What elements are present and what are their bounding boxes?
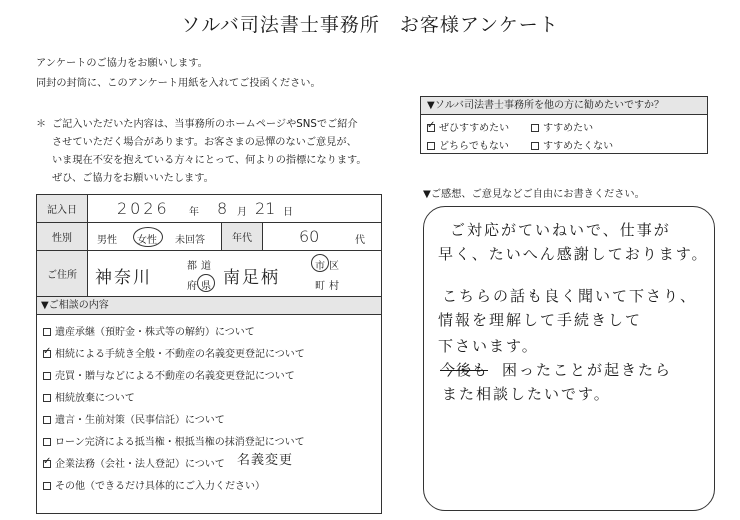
comment-line-4: 下さいます。 [438, 337, 539, 355]
gender-label: 性別 [37, 223, 88, 250]
address-shi: 市 [315, 261, 325, 272]
date-label: 記入日 [37, 195, 88, 222]
customer-form [36, 194, 382, 514]
notice-star: ＊ [36, 119, 47, 130]
consult-item-6[interactable]: ✓企業法務（会社・法人登記）について [43, 455, 225, 470]
comment-line-2: こちらの話も良く聞いて下さり、 [442, 287, 698, 305]
address-row [37, 251, 381, 297]
age-unit: 代 [355, 235, 365, 246]
shi-circle-mark [311, 254, 329, 272]
gender-unanswered[interactable]: 未回答 [175, 235, 205, 246]
recommend-option-0[interactable]: ✓ぜひすすめたい [427, 119, 509, 134]
address-to: 都 [187, 261, 197, 272]
consult-item-4[interactable]: 遺言・生前対策（民事信託）について [43, 411, 225, 426]
consult-handwritten-note: 名義変更 [237, 453, 294, 468]
consult-item-0[interactable]: 遺産承継（預貯金・株式等の解約）について [43, 323, 255, 338]
date-row [37, 195, 381, 223]
comment-line-0: ご対応がていねいで、仕事が [450, 221, 671, 239]
recommend-box [420, 96, 708, 154]
recommend-option-3[interactable]: すすめたくない [531, 137, 613, 152]
date-year-unit: 年 [189, 207, 199, 218]
page-title: ソルバ司法書士事務所 お客様アンケート [181, 14, 559, 36]
consult-item-3[interactable]: 相続放棄について [43, 389, 135, 404]
consult-item-1[interactable]: ✓相続による手続き全般・不動産の名義変更登記について [43, 345, 305, 360]
notice-line-3: いま現在不安を抱えている方々にとって、何よりの指標になります。 [52, 155, 367, 166]
address-son: 村 [329, 281, 339, 292]
notice-line-1: ご記入いただいた内容は、当事務所のホームページやSNSでご紹介 [52, 119, 358, 130]
comment-line-3: 情報を理解して手続きして [438, 311, 643, 329]
age-value[interactable]: 60 [299, 227, 320, 246]
checkbox-icon[interactable] [43, 438, 51, 446]
date-day-unit: 日 [283, 207, 293, 218]
checkbox-icon[interactable] [43, 482, 51, 490]
notice-line-4: ぜひ、ご協力をお願いいたします。 [52, 173, 214, 184]
consultation-header: ▼ご相談の内容 [37, 297, 381, 315]
gender-row [37, 223, 381, 251]
checkbox-checked-icon[interactable] [43, 460, 51, 468]
notice-line-2: させていただく場合があります。お客さまの忌憚のないご意見が、 [52, 137, 357, 148]
address-label: ご住所 [37, 251, 88, 296]
checkbox-checked-icon[interactable] [427, 124, 435, 132]
checkbox-icon[interactable] [531, 142, 539, 150]
checkbox-icon[interactable] [43, 328, 51, 336]
recommend-option-2[interactable]: どちらでもない [427, 137, 509, 152]
comments-header: ▼ご感想、ご意見などご自由にお書きください。 [423, 189, 645, 200]
intro-line-1: アンケートのご協力をお願いします。 [36, 58, 208, 69]
ken-circle-mark [197, 274, 215, 292]
address-prefecture[interactable]: 神奈川 [95, 268, 152, 288]
date-year[interactable]: 2026 [117, 199, 170, 218]
consult-item-2[interactable]: 売買・贈与などによる不動産の名義変更登記について [43, 367, 295, 382]
intro-line-2: 同封の封筒に、このアンケート用紙を入れてご投函ください。 [36, 78, 321, 89]
checkbox-icon[interactable] [531, 124, 539, 132]
female-circle-mark [133, 227, 163, 247]
recommend-option-1[interactable]: すすめたい [531, 119, 593, 134]
checkbox-checked-icon[interactable] [43, 350, 51, 358]
checkbox-icon[interactable] [43, 394, 51, 402]
address-ku: 区 [329, 261, 339, 272]
comment-line-5: 困ったことが起きたら [502, 361, 673, 379]
recommend-header: ▼ソルバ司法書士事務所を他の方に勧めたいですか？ [421, 97, 707, 115]
checkbox-icon[interactable] [427, 142, 435, 150]
comment-struck-text: 今後も [440, 361, 489, 379]
address-ken: 県 [201, 281, 211, 292]
date-month[interactable]: 8 [217, 199, 228, 218]
gender-male[interactable]: 男性 [97, 235, 117, 246]
address-city[interactable]: 南足柄 [223, 268, 280, 288]
address-fu: 府 [187, 281, 197, 292]
checkbox-icon[interactable] [43, 372, 51, 380]
date-day[interactable]: 21 [255, 199, 276, 218]
age-label: 年代 [221, 223, 263, 250]
comment-line-1: 早く、たいへん感謝しております。 [438, 245, 709, 263]
consult-item-7[interactable]: その他（できるだけ具体的にご入力ください） [43, 477, 265, 492]
comment-line-6: また相談したいです。 [442, 385, 611, 403]
address-do: 道 [201, 261, 211, 272]
consult-item-5[interactable]: ローン完済による抵当権・根抵当権の抹消登記について [43, 433, 305, 448]
gender-female[interactable]: 女性 [137, 235, 157, 246]
address-cho: 町 [315, 281, 325, 292]
date-month-unit: 月 [237, 207, 247, 218]
checkbox-icon[interactable] [43, 416, 51, 424]
comments-box[interactable] [423, 206, 715, 511]
